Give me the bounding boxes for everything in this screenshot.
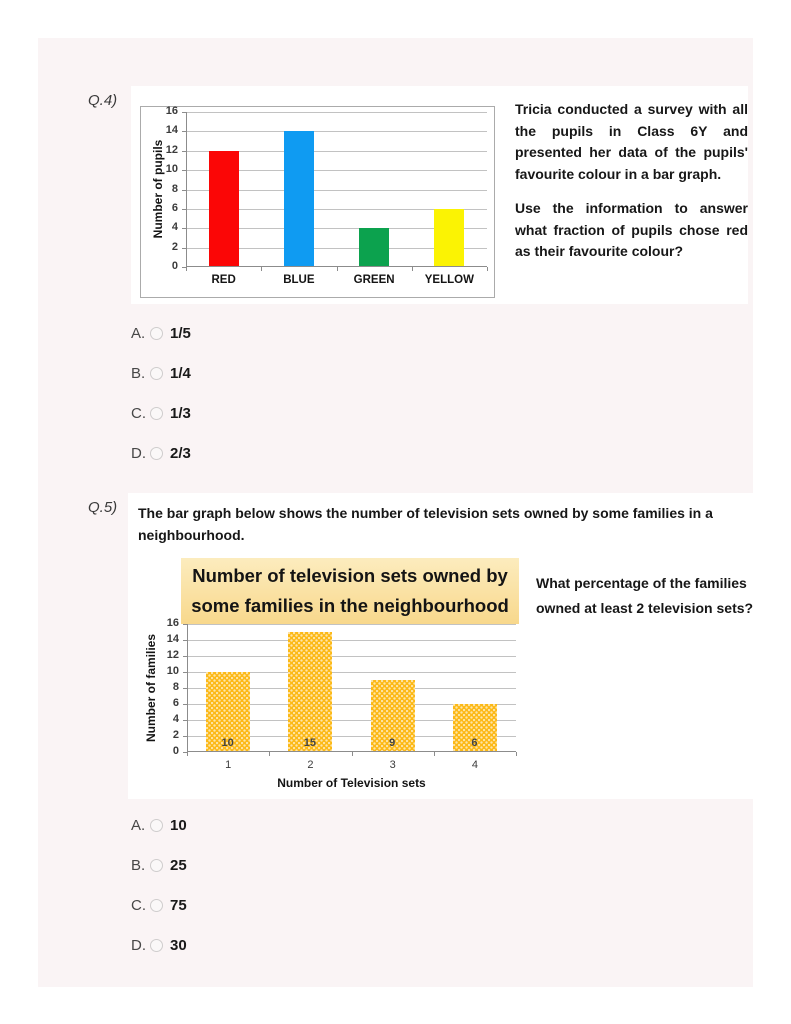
x-category-label: 1	[225, 759, 232, 771]
option-letter: A.	[131, 817, 146, 834]
gridline	[186, 112, 487, 113]
q5-option-b-radio[interactable]	[150, 859, 163, 872]
option-value: 75	[170, 897, 187, 914]
bar-blue	[284, 131, 314, 267]
q4-description	[515, 99, 748, 263]
option-value: 1/4	[170, 365, 191, 382]
q4-option-a[interactable]	[131, 325, 191, 347]
q4-option-a-radio[interactable]	[150, 327, 163, 340]
q5-chart-title: Number of television sets owned by some families in the neighbourhood	[181, 558, 519, 624]
x-category-label: RED	[211, 274, 236, 286]
option-value: 2/3	[170, 445, 191, 462]
x-tick-mark	[434, 752, 435, 756]
x-tick-mark	[187, 752, 188, 756]
y-axis-line	[186, 112, 187, 267]
option-value: 25	[170, 857, 187, 874]
q5-option-d[interactable]	[131, 937, 187, 959]
option-value: 10	[170, 817, 187, 834]
y-tick-label: 0	[171, 260, 178, 272]
x-axis-line	[186, 266, 487, 267]
q4-option-b-radio[interactable]	[150, 367, 163, 380]
q4-option-d-radio[interactable]	[150, 447, 163, 460]
y-tick-label: 0	[172, 745, 179, 757]
gridline	[187, 656, 516, 657]
q4-chart-frame	[140, 106, 495, 298]
x-tick-mark	[352, 752, 353, 756]
q4-plot-area	[165, 105, 487, 286]
option-letter: B.	[131, 857, 146, 874]
y-tick-label: 14	[165, 124, 178, 137]
option-letter: B.	[131, 365, 146, 382]
q5-y-axis-title: Number of families	[144, 633, 158, 743]
gridline	[186, 131, 487, 132]
q4-y-axis-title: Number of pupils	[151, 139, 165, 239]
x-category-label: 4	[471, 759, 478, 771]
y-tick-label: 10	[166, 665, 179, 677]
bar-value-label: 9	[389, 737, 396, 749]
q4-option-d[interactable]	[131, 445, 191, 467]
y-tick-label: 8	[171, 182, 178, 195]
x-tick-mark	[487, 267, 488, 271]
q4-description-paragraph: Tricia conducted a survey with all the pupils in Class 6Y and presented her data of the pupils' favourite colour in a bar graph.	[515, 101, 748, 182]
q4-bar-chart	[141, 107, 494, 297]
x-category-label: GREEN	[353, 274, 395, 286]
y-tick-label: 6	[172, 697, 179, 709]
option-value: 1/5	[170, 325, 191, 342]
y-tick-label: 14	[166, 633, 179, 645]
q5-option-a-radio[interactable]	[150, 819, 163, 832]
q4-option-b[interactable]	[131, 365, 191, 387]
bar-value-label: 6	[471, 737, 478, 749]
y-tick-label: 12	[166, 649, 179, 661]
x-category-label: 2	[307, 759, 314, 771]
option-value: 1/3	[170, 405, 191, 422]
bar-value-label: 10	[221, 737, 234, 749]
y-tick-label: 4	[172, 713, 179, 725]
q5-option-a[interactable]	[131, 817, 187, 839]
option-letter: D.	[131, 445, 146, 462]
y-tick-label: 10	[165, 163, 178, 176]
q5-option-d-radio[interactable]	[150, 939, 163, 952]
q4-option-c[interactable]	[131, 405, 191, 427]
q4-number-label: Q.4)	[88, 92, 118, 109]
option-letter: D.	[131, 937, 146, 954]
bar-value-label: 15	[303, 737, 316, 749]
y-tick-label: 2	[171, 240, 178, 253]
bar-green	[359, 228, 389, 267]
x-tick-mark	[412, 267, 413, 271]
quiz-panel	[38, 38, 753, 987]
y-tick-label: 12	[165, 143, 178, 156]
y-tick-label: 8	[172, 681, 179, 693]
bar-2	[288, 632, 332, 752]
bar-yellow	[434, 209, 464, 267]
y-tick-label: 16	[166, 617, 179, 629]
q5-plot-area	[166, 617, 516, 771]
q5-intro-text: The bar graph below shows the number of television sets owned by some families in a neighbourhood.	[138, 505, 713, 543]
q4-option-c-radio[interactable]	[150, 407, 163, 420]
y-tick-label: 16	[165, 105, 178, 117]
option-letter: C.	[131, 405, 146, 422]
q5-option-c[interactable]	[131, 897, 187, 919]
option-letter: C.	[131, 897, 146, 914]
x-axis-line	[187, 751, 516, 752]
q5-option-c-radio[interactable]	[150, 899, 163, 912]
option-letter: A.	[131, 325, 146, 342]
x-tick-mark	[186, 267, 187, 271]
x-tick-mark	[269, 752, 270, 756]
y-tick-label: 6	[171, 201, 178, 214]
y-tick-label: 4	[171, 221, 178, 234]
x-category-label: BLUE	[283, 274, 315, 286]
q5-question-text: What percentage of the families owned at least 2 television sets?	[536, 575, 754, 616]
option-value: 30	[170, 937, 187, 954]
q5-option-b[interactable]	[131, 857, 187, 879]
q5-number-label: Q.5)	[88, 499, 118, 516]
x-category-label: 3	[389, 759, 396, 771]
y-tick-label: 2	[172, 729, 179, 741]
gridline	[187, 624, 516, 625]
q5-bar-chart	[138, 618, 523, 798]
gridline	[187, 640, 516, 641]
q4-question-text: Use the information to answer what fraction of pupils chose red as their favourite colour?	[515, 200, 748, 259]
q5-x-axis-title: Number of Television sets	[277, 776, 426, 790]
x-tick-mark	[261, 267, 262, 271]
y-axis-line	[187, 624, 188, 752]
x-tick-mark	[337, 267, 338, 271]
bar-red	[209, 151, 239, 267]
x-category-label: YELLOW	[424, 274, 474, 286]
x-tick-mark	[516, 752, 517, 756]
